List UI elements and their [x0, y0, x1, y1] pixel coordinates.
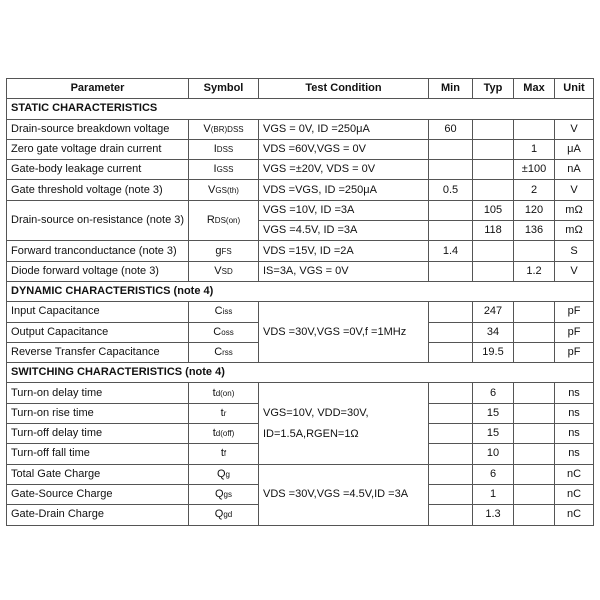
- symbol-main: C: [213, 325, 222, 338]
- param-cell: Turn-off delay time: [7, 424, 189, 444]
- symbol-main: I: [213, 143, 217, 156]
- min-cell: [429, 484, 473, 504]
- min-cell: [429, 383, 473, 403]
- symbol-main: I: [213, 163, 217, 176]
- symbol-main: Q: [214, 488, 224, 501]
- max-cell: 2: [514, 180, 555, 200]
- table-row: [7, 464, 594, 484]
- max-cell: [514, 464, 555, 484]
- symbol-subscript: iss: [222, 307, 233, 317]
- symbol-subscript: DSS: [216, 145, 234, 155]
- header-test-condition: Test Condition: [259, 79, 429, 99]
- symbol-cell: [189, 119, 259, 139]
- table-row: [7, 241, 594, 261]
- symbol-main: C: [214, 305, 223, 318]
- max-cell: 1: [514, 139, 555, 159]
- symbol-cell: [189, 139, 259, 159]
- min-cell: [429, 342, 473, 362]
- symbol-subscript: GSS: [216, 165, 234, 175]
- symbol-cell: [189, 484, 259, 504]
- header-typ: Typ: [473, 79, 514, 99]
- min-cell: [429, 444, 473, 464]
- typ-cell: 1: [473, 484, 514, 504]
- symbol-main: V: [214, 264, 222, 277]
- min-cell: [429, 160, 473, 180]
- typ-cell: [473, 119, 514, 139]
- symbol-subscript: DS(on): [214, 216, 241, 226]
- symbol-cell: [189, 322, 259, 342]
- typ-cell: 247: [473, 302, 514, 322]
- symbol-subscript: f: [223, 449, 227, 459]
- unit-cell: ns: [555, 444, 594, 464]
- unit-cell: ns: [555, 424, 594, 444]
- max-cell: [514, 119, 555, 139]
- table-row: [7, 200, 594, 220]
- max-cell: [514, 302, 555, 322]
- table-row: [7, 383, 594, 403]
- section-title: SWITCHING CHARACTERISTICS (note 4): [7, 363, 594, 383]
- min-cell: [429, 139, 473, 159]
- typ-cell: 19.5: [473, 342, 514, 362]
- section-row-static: [7, 99, 594, 119]
- param-cell: Drain-source on-resistance (note 3): [7, 200, 189, 241]
- param-cell: Total Gate Charge: [7, 464, 189, 484]
- condition-cell: VGS =4.5V, ID =3A: [259, 221, 429, 241]
- header-unit: Unit: [555, 79, 594, 99]
- symbol-main: g: [215, 244, 222, 257]
- symbol-subscript: r: [223, 408, 227, 418]
- max-cell: [514, 403, 555, 423]
- table-row: [7, 139, 594, 159]
- min-cell: [429, 322, 473, 342]
- table-row: [7, 180, 594, 200]
- table-row: [7, 261, 594, 281]
- header-row: [7, 79, 594, 99]
- typ-cell: [473, 180, 514, 200]
- symbol-cell: [189, 424, 259, 444]
- symbol-cell: [189, 505, 259, 525]
- unit-cell: nC: [555, 484, 594, 504]
- symbol-cell: [189, 261, 259, 281]
- min-cell: 0.5: [429, 180, 473, 200]
- param-cell: Turn-on delay time: [7, 383, 189, 403]
- unit-cell: S: [555, 241, 594, 261]
- symbol-main: Q: [216, 467, 226, 480]
- unit-cell: nC: [555, 505, 594, 525]
- symbol-subscript: FS: [221, 246, 232, 256]
- typ-cell: 118: [473, 221, 514, 241]
- max-cell: [514, 241, 555, 261]
- symbol-main: Q: [214, 508, 224, 521]
- symbol-main: t: [212, 427, 216, 440]
- condition-cell: VDS =15V, ID =2A: [259, 241, 429, 261]
- electrical-characteristics-table: [6, 78, 594, 526]
- typ-cell: [473, 241, 514, 261]
- param-cell: Diode forward voltage (note 3): [7, 261, 189, 281]
- switching-condition-line-1: VGS=10V, VDD=30V,: [263, 406, 369, 419]
- condition-cell: VGS =±20V, VDS = 0V: [259, 160, 429, 180]
- symbol-main: R: [206, 214, 215, 227]
- max-cell: [514, 424, 555, 444]
- typ-cell: [473, 160, 514, 180]
- symbol-cell: [189, 342, 259, 362]
- condition-cell: IS=3A, VGS = 0V: [259, 261, 429, 281]
- min-cell: [429, 424, 473, 444]
- min-cell: 60: [429, 119, 473, 139]
- typ-cell: 6: [473, 464, 514, 484]
- param-cell: Gate-Drain Charge: [7, 505, 189, 525]
- symbol-subscript: (BR)DSS: [210, 124, 244, 134]
- typ-cell: 15: [473, 424, 514, 444]
- header-symbol: Symbol: [189, 79, 259, 99]
- symbol-main: C: [214, 346, 223, 358]
- max-cell: ±100: [514, 160, 555, 180]
- param-cell: Turn-off fall time: [7, 444, 189, 464]
- unit-cell: nA: [555, 160, 594, 180]
- min-cell: [429, 464, 473, 484]
- symbol-main: V: [203, 122, 211, 135]
- condition-cell: VDS =60V,VGS = 0V: [259, 139, 429, 159]
- param-cell: Turn-on rise time: [7, 403, 189, 423]
- unit-cell: ns: [555, 403, 594, 423]
- unit-cell: V: [555, 261, 594, 281]
- symbol-cell: [189, 302, 259, 322]
- symbol-subscript: SD: [221, 266, 233, 276]
- max-cell: 136: [514, 221, 555, 241]
- symbol-subscript: oss: [221, 327, 234, 337]
- max-cell: [514, 505, 555, 525]
- condition-cell: VDS =VGS, ID =250μA: [259, 180, 429, 200]
- unit-cell: mΩ: [555, 200, 594, 220]
- symbol-cell: [189, 160, 259, 180]
- param-cell: Drain-source breakdown voltage: [7, 119, 189, 139]
- typ-cell: 6: [473, 383, 514, 403]
- param-cell: Output Capacitance: [7, 322, 189, 342]
- header-parameter: Parameter: [7, 79, 189, 99]
- section-row-switching: [7, 363, 594, 383]
- symbol-subscript: gs: [223, 490, 232, 500]
- condition-cell: [259, 383, 429, 464]
- symbol-cell: [189, 444, 259, 464]
- max-cell: [514, 322, 555, 342]
- table-row: [7, 302, 594, 322]
- typ-cell: 10: [473, 444, 514, 464]
- min-cell: [429, 403, 473, 423]
- param-cell: Reverse Transfer Capacitance: [7, 342, 189, 362]
- symbol-subscript: gd: [223, 510, 233, 520]
- header-min: Min: [429, 79, 473, 99]
- max-cell: [514, 342, 555, 362]
- min-cell: [429, 261, 473, 281]
- symbol-subscript: g: [225, 469, 230, 479]
- param-cell: Forward tranconductance (note 3): [7, 241, 189, 261]
- unit-cell: nC: [555, 464, 594, 484]
- switching-condition-line-2: ID=1.5A,RGEN=1Ω: [263, 427, 359, 440]
- section-title: STATIC CHARACTERISTICS: [7, 99, 594, 119]
- condition-cell: VGS =10V, ID =3A: [259, 200, 429, 220]
- max-cell: [514, 444, 555, 464]
- param-cell: Gate-body leakage current: [7, 160, 189, 180]
- symbol-subscript: d(on): [215, 388, 235, 398]
- symbol-cell: [189, 241, 259, 261]
- section-title: DYNAMIC CHARACTERISTICS (note 4): [7, 281, 594, 301]
- unit-cell: pF: [555, 342, 594, 362]
- min-cell: [429, 200, 473, 220]
- symbol-cell: [189, 464, 259, 484]
- typ-cell: 15: [473, 403, 514, 423]
- section-row-dynamic: [7, 281, 594, 301]
- max-cell: 120: [514, 200, 555, 220]
- symbol-cell: [189, 383, 259, 403]
- symbol-cell: [189, 403, 259, 423]
- min-cell: [429, 302, 473, 322]
- typ-cell: 1.3: [473, 505, 514, 525]
- condition-cell: VDS =30V,VGS =0V,f =1MHz: [259, 302, 429, 363]
- typ-cell: [473, 261, 514, 281]
- param-cell: Gate-Source Charge: [7, 484, 189, 504]
- symbol-main: t: [212, 386, 216, 399]
- param-cell: Input Capacitance: [7, 302, 189, 322]
- typ-cell: [473, 139, 514, 159]
- typ-cell: 105: [473, 200, 514, 220]
- symbol-subscript: GS(th): [215, 185, 239, 195]
- param-cell: Gate threshold voltage (note 3): [7, 180, 189, 200]
- unit-cell: V: [555, 119, 594, 139]
- unit-cell: V: [555, 180, 594, 200]
- typ-cell: 34: [473, 322, 514, 342]
- symbol-main: t: [220, 406, 224, 419]
- unit-cell: pF: [555, 322, 594, 342]
- symbol-main: V: [208, 183, 216, 196]
- condition-cell: VGS = 0V, ID =250μA: [259, 119, 429, 139]
- table-row: [7, 160, 594, 180]
- min-cell: 1.4: [429, 241, 473, 261]
- symbol-subscript: d(off): [215, 429, 235, 439]
- symbol-cell: [189, 180, 259, 200]
- table-row: [7, 119, 594, 139]
- max-cell: [514, 383, 555, 403]
- unit-cell: pF: [555, 302, 594, 322]
- param-cell: Zero gate voltage drain current: [7, 139, 189, 159]
- symbol-cell: [189, 200, 259, 241]
- max-cell: [514, 484, 555, 504]
- symbol-main: t: [220, 447, 224, 460]
- min-cell: [429, 505, 473, 525]
- unit-cell: ns: [555, 383, 594, 403]
- condition-cell: VDS =30V,VGS =4.5V,ID =3A: [259, 464, 429, 525]
- max-cell: 1.2: [514, 261, 555, 281]
- symbol-subscript: rss: [222, 348, 233, 357]
- header-max: Max: [514, 79, 555, 99]
- unit-cell: μA: [555, 139, 594, 159]
- min-cell: [429, 221, 473, 241]
- unit-cell: mΩ: [555, 221, 594, 241]
